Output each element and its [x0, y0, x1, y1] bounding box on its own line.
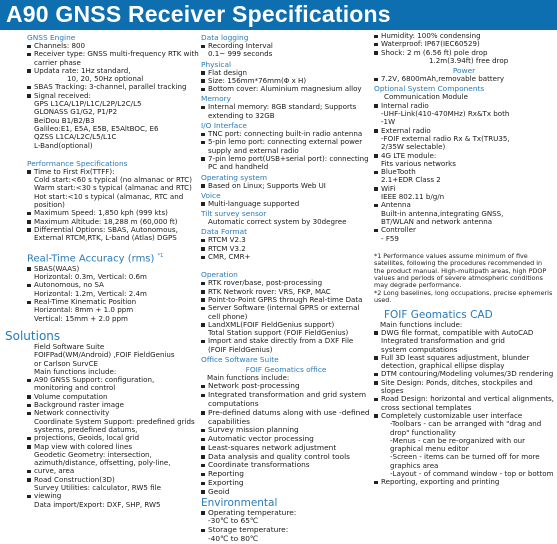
- list-item: Import and stake directly from a DXF File (FOIF FieldGenius): [201, 337, 371, 354]
- gnss-engine-heading: GNSS Engine: [27, 33, 76, 42]
- list-item: Data analysis and quality control tools: [201, 453, 371, 462]
- list-item: 5-pin lemo port: connecting external power supply and external radio: [201, 138, 371, 155]
- voice-heading: Voice: [201, 190, 221, 200]
- list-item: Automatic correct system by 30degree: [208, 217, 347, 227]
- list-item: - F59: [381, 233, 399, 243]
- list-item: -30℃ to 65℃: [208, 516, 259, 526]
- list-item: Controller: [374, 226, 554, 234]
- list-item: BT/WLAN and network antenna: [381, 216, 493, 226]
- list-item: SBAS(WAAS): [27, 265, 199, 273]
- list-item: Cold start:<60 s typical (no almanac or RTC): [34, 175, 193, 185]
- list-item: Network connectivity: [27, 409, 199, 417]
- list-item: -Layout - of command window - top or bottom: [390, 469, 554, 479]
- list-item: 4G LTE module:: [374, 152, 554, 160]
- list-item: RTK Network rover: VRS, FKP, MAC: [201, 288, 371, 296]
- list-item: Reporting, exporting and printing: [374, 478, 554, 486]
- list-item: Survey Utilities: calculator, RW5 file: [34, 482, 161, 492]
- data-logging-heading: Data logging: [201, 33, 249, 42]
- list-item: -UHF-Link(410-470MHz) Rx&Tx both: [381, 109, 510, 119]
- list-item: Autonomous, no SA: [27, 281, 199, 289]
- list-item: Internal memory: 8GB standard; Supports extending to 32GB: [201, 103, 371, 120]
- list-item: Geoid: [201, 488, 371, 497]
- list-item: RTK rover/base, post-processing: [201, 279, 371, 287]
- tilt-heading: Tilt survey sensor: [201, 209, 267, 219]
- list-item: Reporting: [201, 470, 371, 479]
- list-item: FOIFPad(WM/Android) ,FOIF FieldGenius: [34, 350, 175, 360]
- list-item: Field Software Suite: [34, 341, 105, 351]
- os-heading: Operating system: [201, 172, 268, 182]
- list-item: Hot start:<10 s typical (almanac, RTC and position): [34, 191, 184, 210]
- list-item: -1W: [381, 117, 396, 127]
- list-item: Built-in antenna,integrating GNSS,: [381, 208, 504, 218]
- list-item: Waterproof: IP67(IEC60529): [374, 40, 554, 48]
- list-item: RTCM V2.3: [201, 236, 371, 244]
- optional-intro: Communication Module: [384, 92, 468, 102]
- list-item: Channels: 800: [27, 42, 199, 50]
- list-item: L-Band(optional): [34, 140, 93, 150]
- list-item: TNC port: connecting built-in radio antenna: [201, 130, 371, 138]
- office-list: [201, 382, 371, 496]
- list-item: GPS L1CA/L1P/L1C/L2P/L2C/L5: [34, 99, 142, 109]
- title-banner: [0, 0, 557, 30]
- cad-heading: FOIF Geomatics CAD: [384, 308, 493, 321]
- list-item: External radio: [374, 127, 554, 135]
- list-item: projections, Geoids, local grid: [27, 434, 199, 442]
- list-item: BlueTooth: [374, 168, 554, 176]
- list-item: Size: 156mm*76mm(Φ x H): [201, 77, 371, 85]
- list-item: -Screen - items can be turned off for more graphics area: [390, 452, 540, 470]
- list-item: Fits various networks: [381, 158, 456, 168]
- solutions-list: [27, 343, 199, 368]
- list-item: Operating temperature:: [201, 509, 371, 518]
- list-item: 7.2V, 6800mAh,removable battery: [374, 75, 554, 83]
- list-item: WiFi: [374, 185, 554, 193]
- list-item: Pre-defined datums along with use -defined capabilities: [201, 409, 371, 427]
- list-item: Least-squares network adjustment: [201, 444, 371, 453]
- list-item: Data import/Export: DXF, SHP, RW5: [34, 499, 161, 509]
- list-item: CMR, CMR+: [201, 253, 371, 261]
- list-item: -Toolbars - can be arranged with "drag and drop" functionality: [390, 419, 542, 437]
- list-item: Real-Time Kinematic Position: [27, 298, 199, 306]
- list-item: Geodetic Geometry: intersection, azimuth/distance, offsetting, poly-line,: [34, 449, 171, 468]
- list-item: Galileo:E1, E5A, E5B, E5AltBOC, E6: [34, 123, 159, 133]
- solutions-heading: Solutions: [5, 328, 61, 343]
- office-heading: Office Software Suite: [201, 355, 279, 365]
- list-item: Maximum Speed: 1,850 kph (999 kts): [27, 209, 199, 217]
- list-item: monitoring and control: [34, 383, 116, 393]
- list-item: QZSS L1CA/L2C/L5/L1C: [34, 132, 117, 142]
- list-item: Point-to-Point GPRS through Real-time Data: [201, 296, 371, 304]
- list-item: Survey mission planning: [201, 426, 371, 435]
- list-item: Background raster image: [27, 401, 199, 409]
- list-item: Road Construction(3D): [27, 476, 199, 484]
- list-item: Multi-language supported: [201, 200, 371, 208]
- list-item: 7-pin lemo port(USB+serial port): connecting PC and handheld: [201, 155, 371, 172]
- list-item: or Carlson SurvCE: [34, 358, 99, 368]
- list-item: 10, 20, 50Hz optional: [67, 74, 144, 84]
- list-item: Vertical: 15mm + 2.0 ppm: [34, 313, 128, 323]
- list-item: BeiDou B1/B2/B3: [34, 115, 95, 125]
- list-item: Humidity: 100% condensing: [374, 32, 554, 40]
- list-item: Maximum Altitude: 18,288 m (60,000 ft): [27, 218, 199, 226]
- list-item: 0.1~ 999 seconds: [208, 49, 273, 59]
- list-item: Map view with colored lines: [27, 443, 199, 451]
- list-item: Coordinate transformations: [201, 461, 371, 470]
- list-item: 2.1+EDR Class 2: [381, 175, 441, 185]
- list-item: Horizontal: 1.2m, Vertical: 2.4m: [34, 288, 147, 298]
- list-item: Integrated transformation and grid: [381, 336, 505, 346]
- list-item: Shock: 2 m (6.56 ft) pole drop: [374, 49, 554, 57]
- list-item: viewing: [27, 492, 199, 500]
- list-item: curve, area: [27, 467, 199, 475]
- list-item: Server Software (internal GPRS or external cell phone): [201, 304, 371, 321]
- list-item: DWG file format, compatible with AutoCAD: [374, 329, 554, 337]
- physical-heading: Physical: [201, 59, 232, 69]
- list-item: Network post-processing: [201, 382, 371, 391]
- accuracy-list: [27, 265, 199, 323]
- list-item: Volume computation: [27, 393, 199, 401]
- list-item: system computations: [381, 344, 458, 354]
- list-item: GLONASS G1/G2, P1/P2: [34, 107, 118, 117]
- list-item: Flat design: [201, 69, 371, 77]
- page-title: A90 GNSS Receiver Specifications: [6, 1, 391, 27]
- column-2: [201, 32, 371, 544]
- list-item: Site Design: Ponds, ditches, stockpiles and slopes: [374, 379, 554, 396]
- performance-heading: Performance Specifications: [27, 158, 128, 168]
- cad-list: [374, 329, 554, 487]
- list-item: -40℃ to 80℃: [208, 534, 259, 544]
- list-item: 2/35W selectable): [381, 142, 446, 152]
- list-item: Integrated transformation and grid system computations: [201, 391, 371, 409]
- list-item: Exporting: [201, 479, 371, 488]
- column-1: [5, 32, 199, 509]
- office-intro: Main functions include:: [207, 373, 290, 383]
- optional-list: [374, 102, 554, 243]
- list-item: Based on Linux; Supports Web UI: [201, 182, 371, 190]
- io-heading: I/O Interface: [201, 121, 247, 131]
- footnote-2: *2 Long baselines, long occupations, precise ephemeris used.: [374, 288, 553, 305]
- operation-heading: Operation: [201, 270, 238, 280]
- list-item: Differential Options: SBAS, Autonomous, External RTCM,RTK, L-band (Atlas) DGPS: [27, 226, 199, 243]
- column-3: [374, 32, 554, 487]
- list-item: Total Station support (FOIF FieldGenius): [208, 328, 349, 338]
- list-item: Full 3D least squares adjustment, blunder detection, graphical ellipse display: [374, 354, 554, 371]
- footnote-1: *1 Performance values assume minimum of five satellites, following the procedures recommended in the product manual. High-multipath areas, high PDOP values and periods of severe atmospheric conditions may degrade performance.: [374, 251, 547, 290]
- list-item: A90 GNSS Support: configuration,: [27, 376, 199, 384]
- list-item: Updata rate: 1Hz standard,: [27, 67, 199, 75]
- list-item: -FOIF external radio Rx & Tx(TRU35,: [381, 133, 510, 143]
- gnss-engine-list: [27, 42, 199, 150]
- list-item: Storage temperature:: [201, 526, 371, 535]
- list-item: Internal radio: [374, 102, 554, 110]
- list-item: 1.2m(3.94ft) free drop: [429, 55, 509, 65]
- list-item: Main functions include:: [34, 366, 117, 376]
- list-item: Signal received:: [27, 92, 199, 100]
- environmental-heading: Environmental: [201, 496, 278, 509]
- performance-list: [27, 168, 199, 243]
- list-item: Antenna: [374, 201, 554, 209]
- list-item: DTM contouring/Modeling volumes/3D rendering: [374, 370, 554, 378]
- list-item: Bottom cover: Aluminium magnesium alloy: [201, 85, 371, 93]
- list-item: Horizontal: 8mm + 1.0 ppm: [34, 305, 134, 315]
- operation-list: [201, 279, 371, 354]
- optional-heading: Optional System Components: [374, 84, 485, 94]
- accuracy-heading: Real-Time Accuracy (rms) $^{*1}$: [27, 252, 164, 264]
- office-subheading: FOIF Geomatics office: [245, 365, 327, 375]
- list-item: IEEE 802.11 b/g/n: [381, 192, 445, 202]
- data-format-heading: Data Format: [201, 227, 248, 237]
- list-item: Coordinate System Support: predefined grids systems, predefined datums,: [34, 416, 195, 434]
- memory-heading: Memory: [201, 94, 232, 104]
- list-item: Receiver type: GNSS multi-frequency RTK with carrier phase: [27, 50, 199, 67]
- list-item: RTCM V3.2: [201, 245, 371, 253]
- list-item: LandXML(FOIF FieldGenius support): [201, 321, 371, 329]
- cad-intro: Main functions include:: [380, 319, 463, 329]
- power-heading: Power: [452, 66, 476, 76]
- list-item: SBAS Tracking: 3-channel, parallel tracking: [27, 83, 199, 91]
- list-item: Horizontal: 0.3m, Vertical: 0.6m: [34, 272, 147, 282]
- list-item: Automatic vector processing: [201, 435, 371, 444]
- list-item: Warm start:<30 s typical (almanac and RTC): [34, 183, 192, 193]
- list-item: -Menus - can be re-organized with our graphical menu editor: [390, 435, 526, 454]
- solutions-functions-list: [27, 368, 199, 509]
- list-item: Time to First Fix(TTFF):: [27, 168, 199, 176]
- list-item: Road Design: horizontal and vertical alignments, cross sectional templates: [374, 395, 554, 412]
- list-item: Recording Interval: [201, 42, 371, 50]
- list-item: Completely customizable user interface: [374, 412, 554, 420]
